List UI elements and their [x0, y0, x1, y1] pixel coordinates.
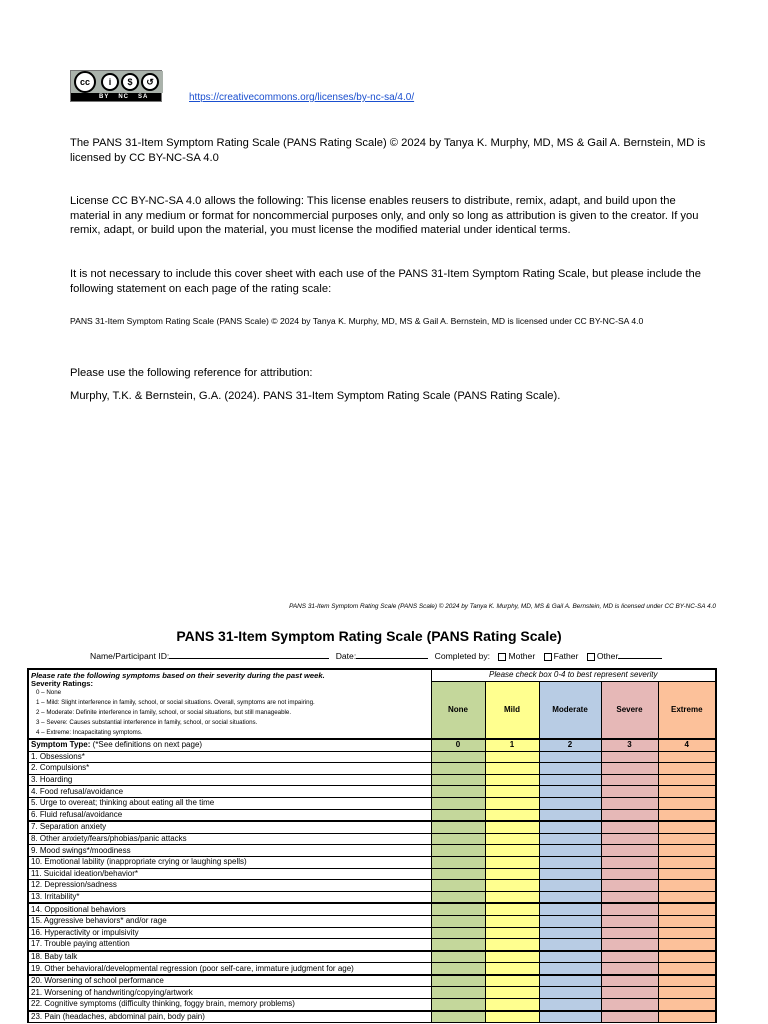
- rating-box-severe[interactable]: [601, 797, 658, 809]
- rating-box-none[interactable]: [431, 963, 485, 975]
- symptom-label: 9. Mood swings*/moodiness: [28, 845, 431, 857]
- rating-box-extreme[interactable]: [658, 951, 716, 963]
- symptom-row: [28, 821, 716, 833]
- symptom-type-note: (*See definitions on next page): [92, 740, 203, 750]
- rating-box-mild[interactable]: [485, 951, 539, 963]
- rating-box-mild[interactable]: [485, 891, 539, 903]
- rating-box-extreme[interactable]: [658, 751, 716, 763]
- symptom-type-header: [28, 739, 431, 751]
- symptom-label: 16. Hyperactivity or impulsivity: [28, 927, 431, 939]
- symptom-row: [28, 774, 716, 786]
- rating-box-severe[interactable]: [601, 939, 658, 951]
- symptom-row: [28, 809, 716, 821]
- father-checkbox[interactable]: [544, 653, 552, 661]
- symptom-row: [28, 797, 716, 809]
- rating-box-severe[interactable]: [601, 845, 658, 857]
- mother-checkbox[interactable]: [498, 653, 506, 661]
- rating-box-extreme[interactable]: [658, 963, 716, 975]
- rating-box-extreme[interactable]: [658, 821, 716, 833]
- symptom-label: 4. Food refusal/avoidance: [28, 786, 431, 798]
- rating-box-none[interactable]: [431, 880, 485, 892]
- rating-box-mild[interactable]: [485, 939, 539, 951]
- name-label: Name/Participant ID:: [90, 651, 170, 661]
- other-checkbox[interactable]: [587, 653, 595, 661]
- symptom-row: [28, 891, 716, 903]
- rating-box-mild[interactable]: [485, 797, 539, 809]
- rating-box-mild[interactable]: [485, 880, 539, 892]
- nc-icon: $: [121, 73, 139, 91]
- rating-box-mild[interactable]: [485, 821, 539, 833]
- rating-box-moderate[interactable]: [539, 903, 601, 915]
- rating-box-mild[interactable]: [485, 809, 539, 821]
- rating-box-extreme[interactable]: [658, 927, 716, 939]
- symptom-row: [28, 856, 716, 868]
- rating-box-severe[interactable]: [601, 774, 658, 786]
- rating-box-severe[interactable]: [601, 821, 658, 833]
- rating-box-severe[interactable]: [601, 751, 658, 763]
- rating-box-none[interactable]: [431, 903, 485, 915]
- rating-box-none[interactable]: [431, 868, 485, 880]
- rating-box-mild[interactable]: [485, 845, 539, 857]
- rating-box-moderate[interactable]: [539, 880, 601, 892]
- rating-box-none[interactable]: [431, 833, 485, 845]
- severity-level-1: 1 – Mild: Slight interference in family, school, or social situations. Overall, symptoms are not impairing.: [36, 699, 315, 706]
- symptom-label: 3. Hoarding: [28, 774, 431, 786]
- date-field[interactable]: [356, 649, 428, 659]
- symptom-label: 19. Other behavioral/developmental regression (poor self-care, immature judgment for age): [28, 963, 431, 975]
- rating-box-moderate[interactable]: [539, 821, 601, 833]
- rating-box-moderate[interactable]: [539, 927, 601, 939]
- rating-box-none[interactable]: [431, 975, 485, 987]
- symptom-label: 6. Fluid refusal/avoidance: [28, 809, 431, 821]
- rating-box-severe[interactable]: [601, 975, 658, 987]
- respondent-info-line: [70, 649, 710, 661]
- rating-box-none[interactable]: [431, 891, 485, 903]
- other-field[interactable]: [618, 649, 662, 659]
- rating-box-severe[interactable]: [601, 763, 658, 775]
- rating-box-severe[interactable]: [601, 856, 658, 868]
- rating-box-extreme[interactable]: [658, 809, 716, 821]
- rating-box-severe[interactable]: [601, 833, 658, 845]
- symptom-label: 17. Trouble paying attention: [28, 939, 431, 951]
- rating-box-moderate[interactable]: [539, 999, 601, 1011]
- column-header-moderate: Moderate: [539, 681, 601, 739]
- rating-box-mild[interactable]: [485, 763, 539, 775]
- symptom-label: 8. Other anxiety/fears/phobias/panic attacks: [28, 833, 431, 845]
- rating-box-severe[interactable]: [601, 999, 658, 1011]
- rating-box-extreme[interactable]: [658, 833, 716, 845]
- symptom-row: [28, 999, 716, 1011]
- rating-box-none[interactable]: [431, 939, 485, 951]
- rating-box-extreme[interactable]: [658, 999, 716, 1011]
- symptom-row: [28, 939, 716, 951]
- score-4: 4: [658, 739, 716, 751]
- rating-box-extreme[interactable]: [658, 856, 716, 868]
- rating-box-extreme[interactable]: [658, 939, 716, 951]
- rating-box-severe[interactable]: [601, 1011, 658, 1023]
- rating-box-none[interactable]: [431, 987, 485, 999]
- rating-box-moderate[interactable]: [539, 797, 601, 809]
- instruction-cell: [28, 669, 431, 739]
- rating-box-severe[interactable]: [601, 963, 658, 975]
- rating-box-none[interactable]: [431, 951, 485, 963]
- symptom-row: [28, 868, 716, 880]
- symptom-row: [28, 786, 716, 798]
- symptom-row: [28, 915, 716, 927]
- symptom-type-label: Symptom Type:: [31, 740, 91, 750]
- rating-box-severe[interactable]: [601, 903, 658, 915]
- column-header-mild: Mild: [485, 681, 539, 739]
- copyright-notice: The PANS 31-Item Symptom Rating Scale (PANS Rating Scale) © 2024 by Tanya K. Murphy, MD, MS & Gail A. Bernstein, MD is licensed by CC BY-NC-SA 4.0: [70, 137, 706, 164]
- rating-box-moderate[interactable]: [539, 987, 601, 999]
- severity-level-4: 4 – Extreme: Incapacitating symptoms.: [36, 729, 143, 736]
- rating-box-severe[interactable]: [601, 880, 658, 892]
- severity-level-0: 0 – None: [36, 689, 62, 696]
- rating-box-mild[interactable]: [485, 856, 539, 868]
- rating-box-moderate[interactable]: [539, 951, 601, 963]
- symptom-label: 5. Urge to overeat; thinking about eating all the time: [28, 797, 431, 809]
- rating-box-extreme[interactable]: [658, 845, 716, 857]
- rating-box-moderate[interactable]: [539, 963, 601, 975]
- rating-box-severe[interactable]: [601, 809, 658, 821]
- symptom-row: [28, 927, 716, 939]
- completed-by-label: Completed by:: [434, 651, 491, 661]
- rating-box-moderate[interactable]: [539, 915, 601, 927]
- rating-box-moderate[interactable]: [539, 833, 601, 845]
- check-instruction: Please check box 0-4 to best represent severity: [431, 669, 716, 681]
- symptom-label: 18. Baby talk: [28, 951, 431, 963]
- cover-sheet-note: It is not necessary to include this cover sheet with each use of the PANS 31-Item Symptom Rating Scale, but please include the following statement on each page of the rating scale:: [70, 268, 701, 295]
- rating-box-extreme[interactable]: [658, 915, 716, 927]
- license-description: License CC BY-NC-SA 4.0 allows the following: This license enables reusers to distribute, remix, adapt, and build upon the material in any medium or format for noncommercial purposes only, and only so long as attribution is given to the creator. If you remix, adapt, or build upon the material, you must license the modified material under identical terms.: [70, 195, 699, 236]
- symptom-row: [28, 763, 716, 775]
- rating-box-none[interactable]: [431, 774, 485, 786]
- other-option-label: Other: [596, 651, 619, 661]
- symptom-row: [28, 845, 716, 857]
- symptom-row: [28, 903, 716, 915]
- rating-box-severe[interactable]: [601, 891, 658, 903]
- symptom-row: [28, 751, 716, 763]
- rating-box-extreme[interactable]: [658, 786, 716, 798]
- rating-box-none[interactable]: [431, 1011, 485, 1023]
- severity-level-2: 2 – Moderate: Definite interference in family, school, or social situations, but still manageable.: [36, 709, 292, 716]
- rating-box-moderate[interactable]: [539, 809, 601, 821]
- rating-box-moderate[interactable]: [539, 868, 601, 880]
- rating-box-extreme[interactable]: [658, 763, 716, 775]
- score-1: 1: [485, 739, 539, 751]
- rating-box-none[interactable]: [431, 927, 485, 939]
- by-icon: i: [101, 73, 119, 91]
- rating-box-none[interactable]: [431, 751, 485, 763]
- rating-box-none[interactable]: [431, 797, 485, 809]
- rating-box-mild[interactable]: [485, 999, 539, 1011]
- cc-icon: cc: [74, 71, 96, 93]
- symptom-label: 12. Depression/sadness: [28, 880, 431, 892]
- symptom-label: 20. Worsening of school performance: [28, 975, 431, 987]
- mother-option-label: Mother: [508, 651, 536, 661]
- rating-box-none[interactable]: [431, 786, 485, 798]
- rating-box-moderate[interactable]: [539, 891, 601, 903]
- symptom-row: [28, 963, 716, 975]
- sheet-title: PANS 31-Item Symptom Rating Scale (PANS Rating Scale): [176, 628, 562, 644]
- rating-box-extreme[interactable]: [658, 891, 716, 903]
- rating-box-extreme[interactable]: [658, 868, 716, 880]
- symptom-label: 2. Compulsions*: [28, 763, 431, 775]
- rating-box-moderate[interactable]: [539, 1011, 601, 1023]
- rating-box-moderate[interactable]: [539, 845, 601, 857]
- symptom-label: 15. Aggressive behaviors* and/or rage: [28, 915, 431, 927]
- symptom-label: 7. Separation anxiety: [28, 821, 431, 833]
- rating-box-severe[interactable]: [601, 927, 658, 939]
- symptom-label: 22. Cognitive symptoms (difficulty thinking, foggy brain, memory problems): [28, 999, 431, 1011]
- rating-box-mild[interactable]: [485, 833, 539, 845]
- rating-box-moderate[interactable]: [539, 774, 601, 786]
- rating-box-none[interactable]: [431, 763, 485, 775]
- rating-box-none[interactable]: [431, 821, 485, 833]
- rating-box-extreme[interactable]: [658, 987, 716, 999]
- rating-box-extreme[interactable]: [658, 903, 716, 915]
- symptom-label: 14. Oppositional behaviors: [28, 903, 431, 915]
- rating-box-moderate[interactable]: [539, 975, 601, 987]
- symptom-rating-table: [27, 668, 717, 1023]
- rating-box-severe[interactable]: [601, 987, 658, 999]
- rating-box-mild[interactable]: [485, 915, 539, 927]
- symptom-row: [28, 1011, 716, 1023]
- symptom-label: 10. Emotional lability (inappropriate crying or laughing spells): [28, 856, 431, 868]
- symptom-row: [28, 833, 716, 845]
- rating-box-severe[interactable]: [601, 915, 658, 927]
- symptom-label: 11. Suicidal ideation/behavior*: [28, 868, 431, 880]
- rating-box-moderate[interactable]: [539, 763, 601, 775]
- rating-box-moderate[interactable]: [539, 786, 601, 798]
- rating-box-none[interactable]: [431, 999, 485, 1011]
- date-label: Date:: [335, 651, 357, 661]
- rating-box-none[interactable]: [431, 856, 485, 868]
- rating-box-mild[interactable]: [485, 1011, 539, 1023]
- column-header-none: None: [431, 681, 485, 739]
- symptom-label: 21. Worsening of handwriting/copying/artwork: [28, 987, 431, 999]
- rating-box-mild[interactable]: [485, 786, 539, 798]
- rating-box-mild[interactable]: [485, 975, 539, 987]
- sa-icon: ↺: [141, 73, 159, 91]
- symptom-row: [28, 975, 716, 987]
- symptom-row: [28, 880, 716, 892]
- required-statement: PANS 31-Item Symptom Rating Scale (PANS Scale) © 2024 by Tanya K. Murphy, MD, MS & Gail A. Bernstein, MD is licensed under CC BY-NC-SA 4.0: [70, 316, 644, 326]
- column-header-extreme: Extreme: [658, 681, 716, 739]
- symptom-row: [28, 987, 716, 999]
- score-2: 2: [539, 739, 601, 751]
- rating-box-moderate[interactable]: [539, 939, 601, 951]
- rating-box-extreme[interactable]: [658, 880, 716, 892]
- severity-ratings-title: Severity Ratings:: [31, 679, 94, 688]
- score-0: 0: [431, 739, 485, 751]
- rating-box-moderate[interactable]: [539, 751, 601, 763]
- rating-box-mild[interactable]: [485, 868, 539, 880]
- sheet-header-note: PANS 31-Item Symptom Rating Scale (PANS Scale) © 2024 by Tanya K. Murphy, MD, MS & Gail A. Bernstein, MD is licensed under CC BY-NC-SA 4.0: [289, 603, 716, 610]
- rating-box-none[interactable]: [431, 915, 485, 927]
- rating-instruction: Please rate the following symptoms based on their severity during the past week.: [31, 671, 325, 680]
- license-link[interactable]: https://creativecommons.org/licenses/by-nc-sa/4.0/: [189, 92, 415, 103]
- rating-box-severe[interactable]: [601, 951, 658, 963]
- cc-logo-labels: BY NC SA: [99, 94, 149, 100]
- reference-citation: Murphy, T.K. & Bernstein, G.A. (2024). PANS 31-Item Symptom Rating Scale (PANS Rating Scale).: [70, 390, 561, 402]
- rating-box-moderate[interactable]: [539, 856, 601, 868]
- reference-intro: Please use the following reference for attribution:: [70, 367, 313, 379]
- rating-box-extreme[interactable]: [658, 975, 716, 987]
- column-header-severe: Severe: [601, 681, 658, 739]
- rating-box-mild[interactable]: [485, 927, 539, 939]
- rating-box-extreme[interactable]: [658, 1011, 716, 1023]
- rating-box-none[interactable]: [431, 845, 485, 857]
- rating-box-extreme[interactable]: [658, 797, 716, 809]
- rating-box-extreme[interactable]: [658, 774, 716, 786]
- symptom-row: [28, 951, 716, 963]
- symptom-label: 1. Obsessions*: [28, 751, 431, 763]
- rating-box-severe[interactable]: [601, 786, 658, 798]
- cc-license-logo: [70, 70, 162, 102]
- rating-box-mild[interactable]: [485, 774, 539, 786]
- symptom-label: 23. Pain (headaches, abdominal pain, body pain): [28, 1011, 431, 1023]
- rating-box-none[interactable]: [431, 809, 485, 821]
- symptom-label: 13. Irritability*: [28, 891, 431, 903]
- name-field[interactable]: [169, 649, 329, 659]
- rating-box-mild[interactable]: [485, 903, 539, 915]
- rating-box-mild[interactable]: [485, 751, 539, 763]
- rating-box-mild[interactable]: [485, 963, 539, 975]
- score-3: 3: [601, 739, 658, 751]
- rating-box-severe[interactable]: [601, 868, 658, 880]
- severity-level-3: 3 – Severe: Causes substantial interference in family, school, or social situations.: [36, 719, 258, 726]
- rating-box-mild[interactable]: [485, 987, 539, 999]
- father-option-label: Father: [553, 651, 579, 661]
